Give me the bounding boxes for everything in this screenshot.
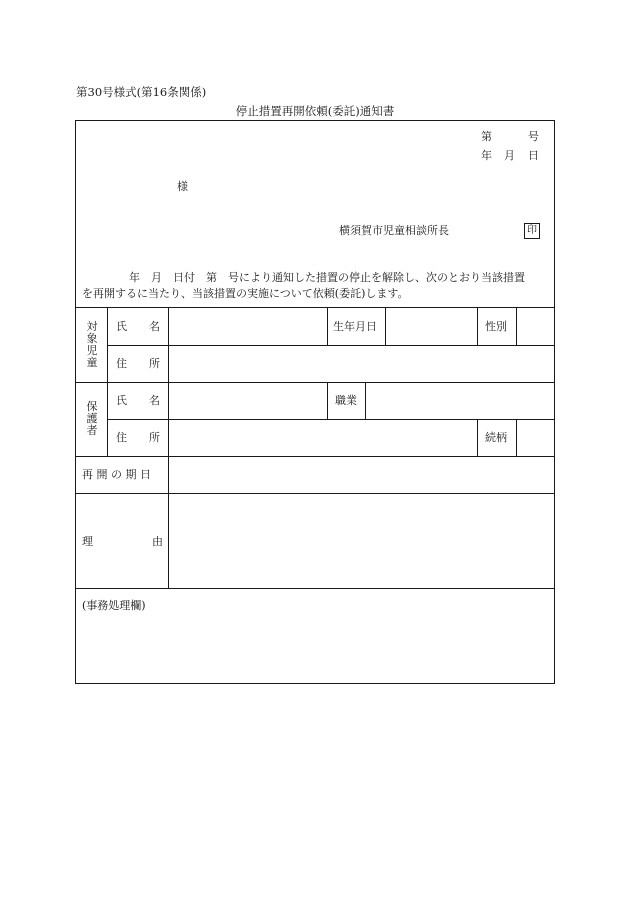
child-birthdate-label: 生年月日 [333,320,377,333]
number-suffix: 号 [528,130,539,143]
guardian-row-divider [107,419,555,420]
seal-mark: 印 [524,223,540,239]
child-guardian-divider [75,382,555,383]
occupation-right-line [365,382,366,419]
guardian-name-label: 氏 名 [116,394,160,407]
child-section-label [85,321,99,369]
relation-left-line [477,419,478,456]
reason-label-left: 理 [82,535,93,548]
form-number-label: 第30号様式(第16条関係) [76,85,207,99]
date-day: 日 [528,149,539,162]
request-paragraph-line-1: 年 月 日付 第 号により通知した措置の停止を解除し、次のとおり当該措置 [129,271,525,284]
header-divider [75,307,555,308]
child-label-char: 対 [86,320,98,333]
guardian-label-char: 保 [86,400,98,413]
guardian-occupation-label: 職業 [335,394,357,407]
child-label-char: 児 [86,344,98,357]
reason-bottom-divider [75,588,555,589]
document-title: 停止措置再開依頼(委託)通知書 [235,104,395,118]
resume-date-divider [75,493,555,494]
child-label-char: 象 [86,332,98,345]
guardian-label-char: 護 [86,412,98,425]
request-paragraph-line-2: を再開するに当たり、当該措置の実施について依頼(委託)します。 [82,287,409,300]
office-use-label: (事務処理欄) [82,599,146,612]
number-prefix: 第 [481,130,492,143]
section-label-column-line [107,307,108,456]
child-row-divider [107,345,555,346]
date-month: 月 [504,149,515,162]
guardian-address-label: 住 所 [116,431,160,444]
child-address-label: 住 所 [116,357,160,370]
guardian-label-char: 者 [86,424,98,437]
sex-right-line [516,307,517,345]
guardian-bottom-divider [75,456,555,457]
guardian-relation-label: 続柄 [485,431,507,444]
relation-right-line [516,419,517,456]
birthdate-right-line [385,307,386,345]
reason-label-right: 由 [152,535,163,548]
date-year: 年 [481,149,492,162]
issuer-name: 横須賀市児童相談所長 [339,224,449,237]
resume-date-label: 再 開 の 期 日 [82,468,151,481]
occupation-left-line [327,382,328,419]
label-column-line [168,307,169,588]
child-sex-label: 性別 [485,320,507,333]
sex-left-line [477,307,478,345]
child-label-char: 童 [86,356,98,369]
addressee-suffix: 様 [177,180,188,193]
birthdate-left-line [327,307,328,345]
child-name-label: 氏 名 [116,320,160,333]
guardian-section-label [85,401,99,437]
request-paragraph [82,270,552,302]
